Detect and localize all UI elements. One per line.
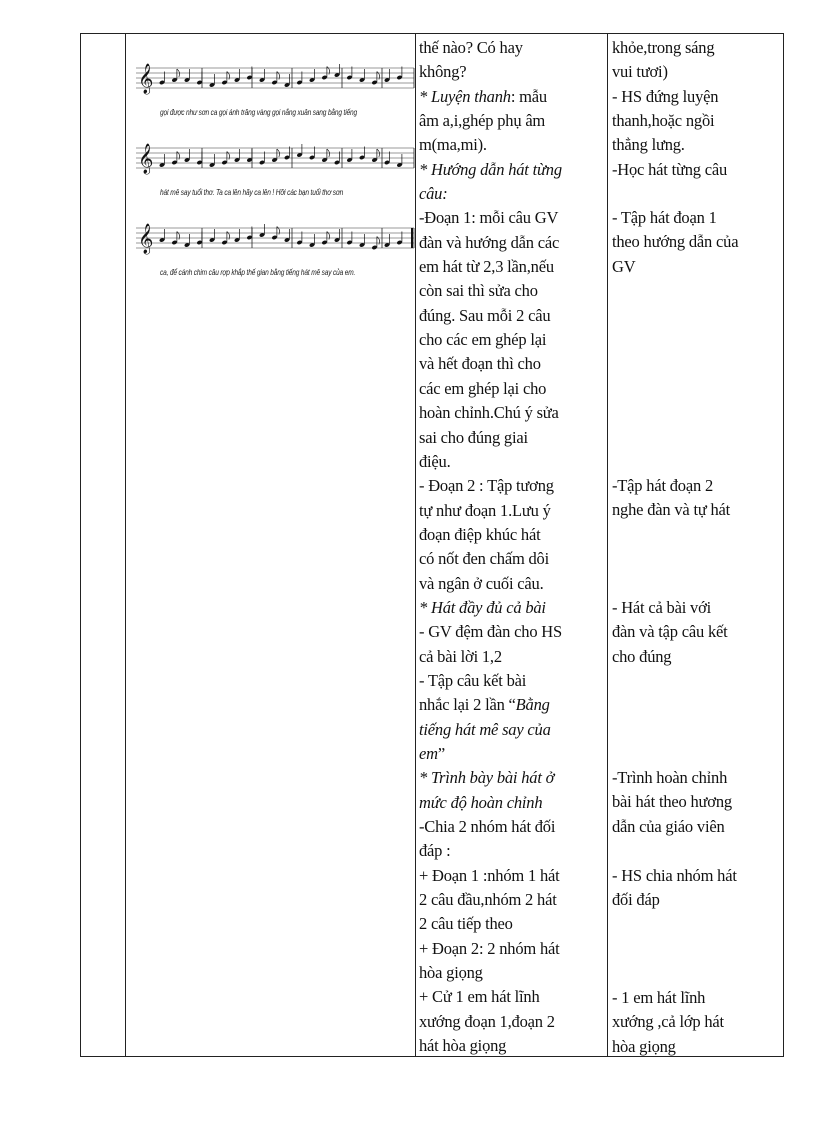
- text-line: hoàn chỉnh.Chú ý sửa: [419, 403, 559, 423]
- text-line: xướng ,cả lớp hát: [612, 1012, 724, 1032]
- svg-text:𝄞: 𝄞: [138, 64, 154, 94]
- text-line: - HS đứng luyện: [612, 86, 719, 106]
- text-line: điệu.: [419, 451, 451, 471]
- text-line: -Đoạn 1: mỗi câu GV: [419, 208, 559, 228]
- section-heading: * Hát đầy đủ cả bài: [419, 597, 546, 617]
- text-line: - HS chia nhóm hát: [612, 866, 737, 885]
- text-line: thanh,hoặc ngồi: [612, 111, 715, 131]
- text-line: dẫn của giáo viên: [612, 816, 725, 836]
- section-heading: * Trình bày bài hát ở: [419, 768, 555, 788]
- lyric-line-1: gọi được như sơn ca gọi ánh trăng vàng gọi nắng xuân sang bằng tiếng: [160, 108, 357, 117]
- lyric-line-3: ca, để cánh chim câu rợp khắp thế gian bằng tiếng hát mê say của em.: [160, 268, 356, 277]
- luyen-thanh-line: [419, 85, 607, 109]
- text-line: theo hướng dẫn của: [612, 232, 739, 252]
- text-fragment: nhắc lại 2 lần “: [419, 695, 516, 715]
- text-line: - Tập câu kết bài: [419, 670, 527, 690]
- text-line: thế nào? Có hay: [419, 38, 523, 57]
- text-line: GV: [612, 256, 636, 276]
- text-line: đoạn điệp khúc hát: [419, 524, 541, 544]
- text-line: cả bài lời 1,2: [419, 646, 502, 666]
- section-heading: câu:: [419, 184, 448, 204]
- student-activity-2: [612, 206, 778, 279]
- text-line: m(ma,mi).: [419, 135, 487, 155]
- text-line: vui tươi): [612, 62, 668, 82]
- text-line: đàn và tập câu kết: [612, 622, 728, 642]
- text-line: thẳng lưng.: [612, 135, 685, 155]
- text-line: cho đúng: [612, 646, 672, 666]
- text-line: - Tập hát đoạn 1: [612, 208, 717, 227]
- student-activity-1: [612, 36, 778, 182]
- student-activity-5: [612, 766, 778, 839]
- svg-text:𝄞: 𝄞: [138, 224, 154, 254]
- section-heading: mức độ hoàn chỉnh: [419, 792, 543, 812]
- text-line: -Tập hát đoạn 2: [612, 476, 714, 495]
- student-activity-4: [612, 596, 778, 669]
- svg-text:𝄞: 𝄞: [138, 144, 154, 174]
- text-line: đàn và hướng dẫn các: [419, 232, 560, 252]
- student-activity-6: [612, 864, 778, 913]
- student-activity-7: [612, 986, 778, 1059]
- text-line: hòa giọng: [612, 1036, 676, 1056]
- quote-line: [419, 693, 607, 717]
- text-line: còn sai thì sửa cho: [419, 281, 538, 301]
- music-staff-image: [132, 52, 417, 297]
- text-line: + Đoạn 2: 2 nhóm hát: [419, 938, 560, 958]
- text-line: - 1 em hát lĩnh: [612, 988, 706, 1007]
- text-line: có nốt đen chấm dôi: [419, 549, 549, 569]
- song-quote: tiếng hát mê say của: [419, 719, 551, 739]
- text-line: -Chia 2 nhóm hát đối: [419, 817, 556, 836]
- text-line: em hát từ 2,3 lần,nếu: [419, 257, 554, 277]
- student-activity-3: [612, 474, 778, 523]
- song-quote: Bằng: [515, 695, 550, 715]
- text-line: cho các em ghép lại: [419, 330, 547, 350]
- text-line: và hết đoạn thì cho: [419, 354, 541, 374]
- text-line: sai cho đúng giai: [419, 427, 528, 447]
- text-line: đúng. Sau mỗi 2 câu: [419, 305, 551, 325]
- text-line: + Cử 1 em hát lĩnh: [419, 987, 540, 1007]
- text-line: - Đoạn 2 : Tập tương: [419, 476, 554, 496]
- text-line: -Trình hoàn chỉnh: [612, 768, 728, 787]
- text-line: bài hát theo hương: [612, 792, 732, 812]
- luyen-thanh-rest: : mẫu: [510, 86, 547, 106]
- text-line: nghe đàn và tự hát: [612, 500, 731, 520]
- luyen-thanh-label: * Luyện thanh: [419, 86, 511, 106]
- lyric-line-2: hát mê say tuổi thơ. Ta ca lên hãy ca lên ! Hỡi các bạn tuổi thơ sơn: [160, 188, 344, 197]
- text-line: khỏe,trong sáng: [612, 38, 715, 57]
- text-line: - Hát cả bài với: [612, 598, 711, 617]
- section-heading: * Hướng dẫn hát từng: [419, 159, 562, 179]
- text-line: -Học hát từng câu: [612, 159, 728, 179]
- text-line: âm a,i,ghép phụ âm: [419, 111, 546, 131]
- table-column-divider: [607, 33, 608, 1057]
- song-quote: em: [419, 743, 438, 763]
- text-line: tự như đoạn 1.Lưu ý: [419, 500, 551, 520]
- text-line: 2 câu đầu,nhóm 2 hát: [419, 890, 557, 910]
- text-line: đáp :: [419, 841, 451, 861]
- sheet-music: [132, 52, 417, 297]
- quote-close: ”: [437, 743, 445, 763]
- text-line: 2 câu tiếp theo: [419, 914, 513, 934]
- text-line: hòa giọng: [419, 963, 483, 983]
- text-line: xướng đoạn 1,đoạn 2: [419, 1011, 555, 1031]
- text-line: + Đoạn 1 :nhóm 1 hát: [419, 865, 560, 885]
- table-column-divider: [125, 33, 126, 1057]
- text-line: - GV đệm đàn cho HS: [419, 622, 563, 642]
- teacher-activities-cell: [419, 36, 607, 1058]
- text-line: và ngân ở cuối câu.: [419, 573, 544, 593]
- quote-line: [419, 742, 607, 766]
- text-line: đối đáp: [612, 890, 660, 910]
- text-line: hát hòa giọng: [419, 1036, 507, 1056]
- text-line: các em ghép lại cho: [419, 378, 547, 398]
- text-line: không?: [419, 62, 467, 82]
